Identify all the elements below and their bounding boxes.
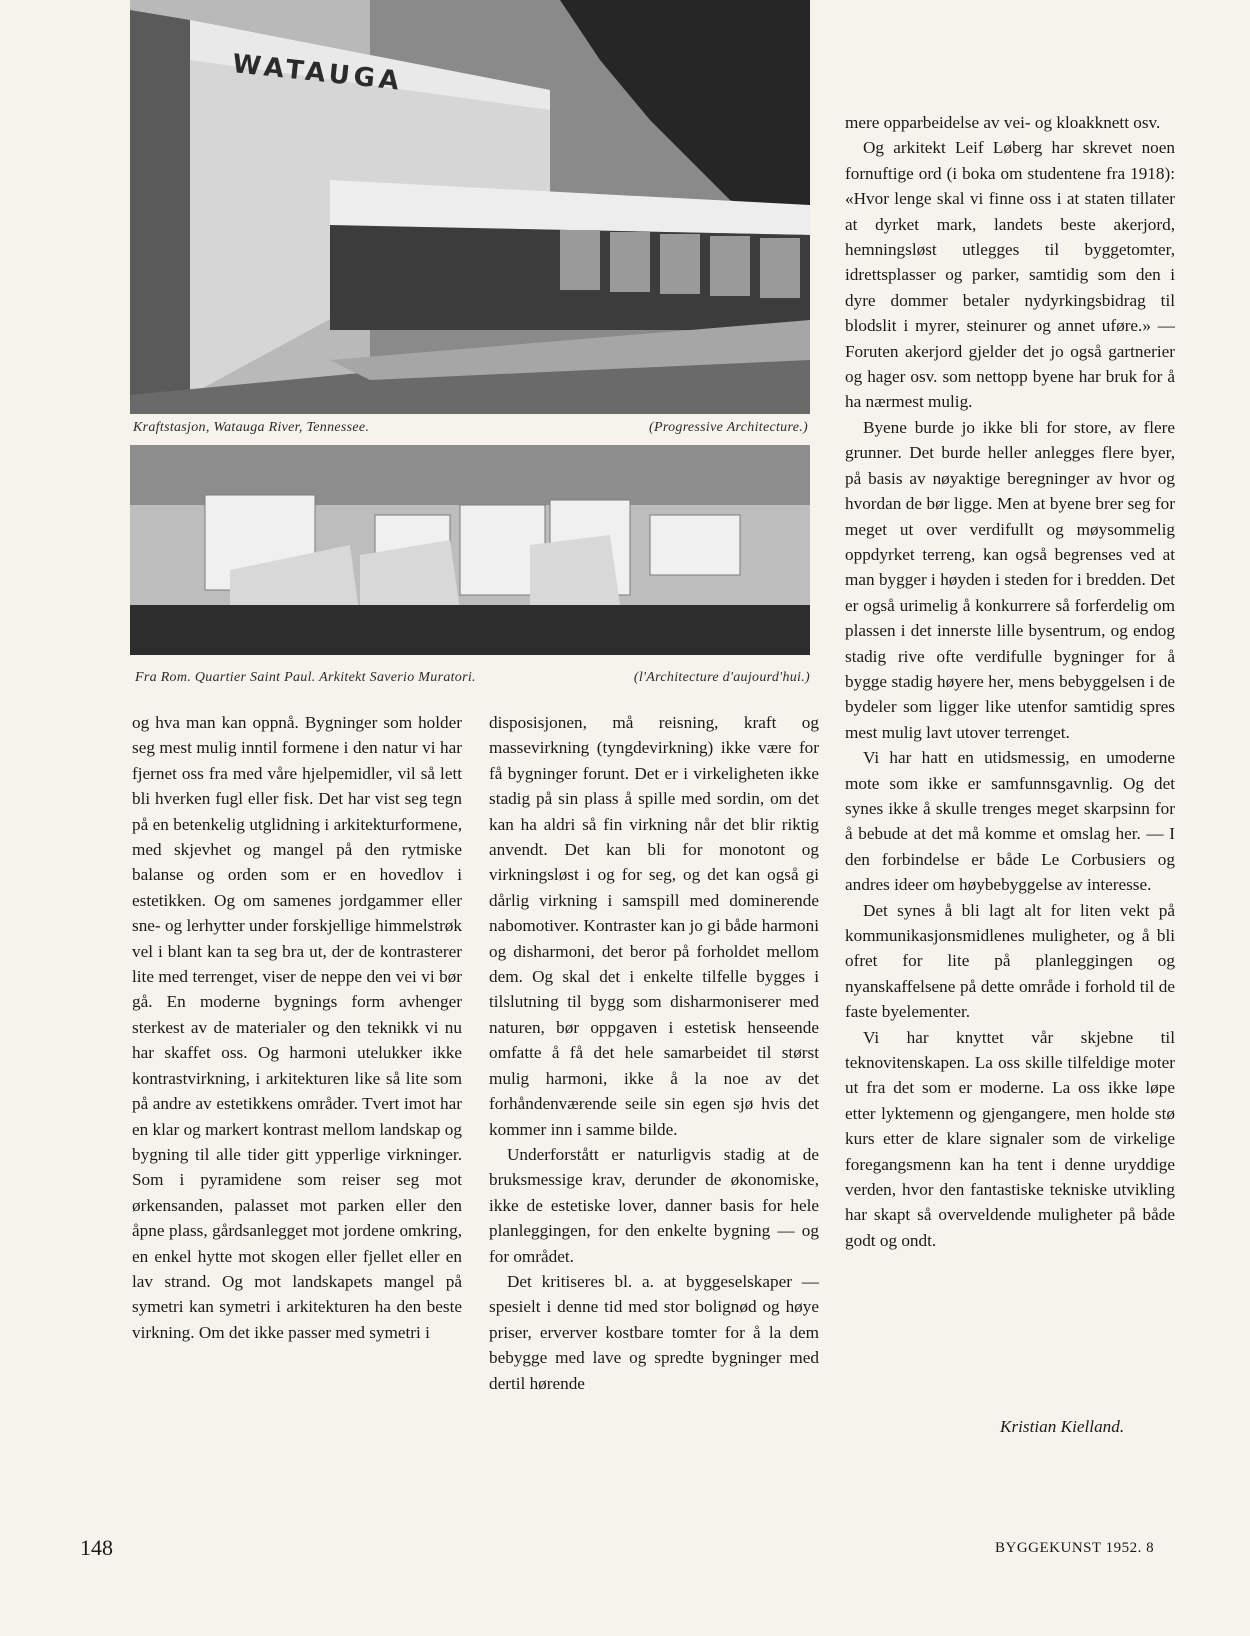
paragraph: Det synes å bli lagt alt for liten vekt på kommunikasjonsmidlenes muligheter, og å bli ofret for lite på planleggingen og nyanskaffelsene på dette område i forhold til de faste byelementer. bbox=[845, 900, 1175, 1022]
watauga-sign: WATAUGA bbox=[230, 49, 405, 97]
paragraph: Det kritiseres bl. a. at byggeselskaper — spesielt i denne tid med stor bolignød og høye priser, erverver kostbare tomter for å la dem bebygge med lave og spredte bygninger med dertil hørende bbox=[489, 1271, 819, 1393]
text-column-2 bbox=[489, 710, 819, 1396]
page-number: 148 bbox=[80, 1535, 113, 1560]
publication-footer: BYGGEKUNST 1952. 8 bbox=[995, 1540, 1155, 1556]
top-photo-caption: Kraftstasjon, Watauga River, Tennessee. bbox=[133, 420, 370, 435]
paragraph: Og arkitekt Leif Løberg har skrevet noen fornuftige ord (i boka om studentene fra 1918): «Hvor lenge skal vi finne oss i at staten tillater at dyrket mark, landets beste akerjord, hemningsløst utlegges til byggetomter, idrettsplasser og parker, samtidig som den i dyre dommer betaler nydyrkingsbidrag til blodslit i myrer, steinurer og annet uføre.» — Foruten akerjord gjelder det jo også gartnerier og hager osv. som nettopp byene har bruk for å ha nærmest mulig. bbox=[845, 138, 1175, 412]
paragraph: og hva man kan oppnå. Bygninger som holder seg mest mulig inntil formene i den natur vi har fjernet oss fra med våre hjelpemidler, vil så lett bli hverken fugl eller fisk. Det har vist seg tegn på en betenkelig utglidning i arkitekturformene, med skjevhet og mangel på den rytmiske balanse og orden som er en hovedlov i estetikken. Og om samenes jordgammer eller sne- og lerhytter under forskjellige himmelstrøk vel i blant kan ta seg bra ut, der de kontrasterer lite med terrenget, viser de neppe den vei vi bør gå. En moderne bygnings form avhenger sterkest av de materialer og den teknikk vi nu har skaffet oss. Og harmoni utelukker ikke kontrastvirkning, i arkitekturen like så lite som på andre av estetikkens områder. Tvert imot har en klar og markert kontrast mellom landskap og bygning til alle tider gitt ypperlige virkninger. Som i pyramidene som reiser seg mot ørkensanden, palasset mot parken eller den åpne plass, gårdsanlegget mot jordene omkring, en enkel hytte mot skogen eller fjellet eller en lav strand. Og mot landskapets mangel på symetri kan symetri i arkitekturen ha den beste virkning. Om det ikke passer med symetri i bbox=[132, 713, 462, 1342]
text-column-1 bbox=[132, 710, 462, 1345]
paragraph: disposisjonen, må reisning, kraft og massevirkning (tyngdevirkning) ikke være for få bygninger forunt. Det er i virkeligheten ikke stadig på sin plass å spille med sordin, om det kan ha aldri så fin virkning når det blir riktig anvendt. Det kan bli for monotont og virkningsløst i og for seg, og det kan også gi dårlig virkning i samspill med dominerende nabomotiver. Kontraster kan jo gi både harmoni og disharmoni, det beror på forholdet mellom dem. Og skal det i enkelte tilfelle bygges i tilslutning til bygg som disharmoniserer med naturen, bør oppgaven i estetisk henseende omfatte å få det hele samarbeidet til størst mulig harmoni, ikke å la noe av det forhåndenværende seile sin egen sjø hvis det kommer inn i samme bilde. bbox=[489, 713, 819, 1139]
apartment-blocks-illustration bbox=[130, 445, 810, 655]
paragraph: mere opparbeidelse av vei- og kloakknett osv. bbox=[845, 113, 1161, 132]
text-column-3 bbox=[845, 110, 1175, 1253]
power-station-photo bbox=[130, 0, 810, 414]
author-signature: Kristian Kielland. bbox=[1000, 1417, 1125, 1436]
apartment-blocks-photo bbox=[130, 445, 810, 655]
paragraph: Underforstått er naturligvis stadig at de bruksmessige krav, derunder de økonomiske, ikke de estetiske lover, danner basis for hele planleggingen, for den enkelte bygning — og for området. bbox=[489, 1144, 819, 1266]
paragraph: Vi har knyttet vår skjebne til teknovitenskapen. La oss skille tilfeldige moter ut fra det som er moderne. La oss ikke løpe etter lyktemenn og gjengangere, men holde stø kurs etter de klare signaler som de virkelige foregangsmenn kan ha tent i denne uryddige verden, hvor den fantastiske tekniske utvikling har skapt så overveldende muligheter på både godt og ondt. bbox=[845, 1027, 1175, 1250]
top-photo-credit: (Progressive Architecture.) bbox=[649, 420, 808, 435]
bottom-photo-caption: Fra Rom. Quartier Saint Paul. Arkitekt Saverio Muratori. bbox=[135, 670, 476, 685]
paragraph: Vi har hatt en utidsmessig, en umoderne mote som ikke er samfunnsgavnlig. Og det synes ikke å skulle trenges meget skarpsinn for å bebude at det må komme et omslag her. — I den forbindelse er både Le Corbusiers og andres ideer om høybebyggelse av interesse. bbox=[845, 748, 1175, 895]
bottom-photo-credit: (l'Architecture d'aujourd'hui.) bbox=[633, 670, 810, 685]
paragraph: Byene burde jo ikke bli for store, av flere grunner. Det burde heller anlegges flere byer, på basis av nøyaktige beregninger av hvor og hvordan de bør ligge. Men at byene brer seg for meget ut over verdifullt og møysommelig oppdyrket terreng, kan også begrenses ved at man bygger i høyden i steden for i bredden. Det er også urimelig å konkurrere så forferdelig om plassen i det innerste lille bysentrum, og endog stadig rive ofte verdifulle bygninger for å bygge stadig høyere her, mens bebyggelsen i de bydeler som ligger like utenfor samtidig spres mest mulig lavt utover terrenget. bbox=[845, 417, 1175, 742]
